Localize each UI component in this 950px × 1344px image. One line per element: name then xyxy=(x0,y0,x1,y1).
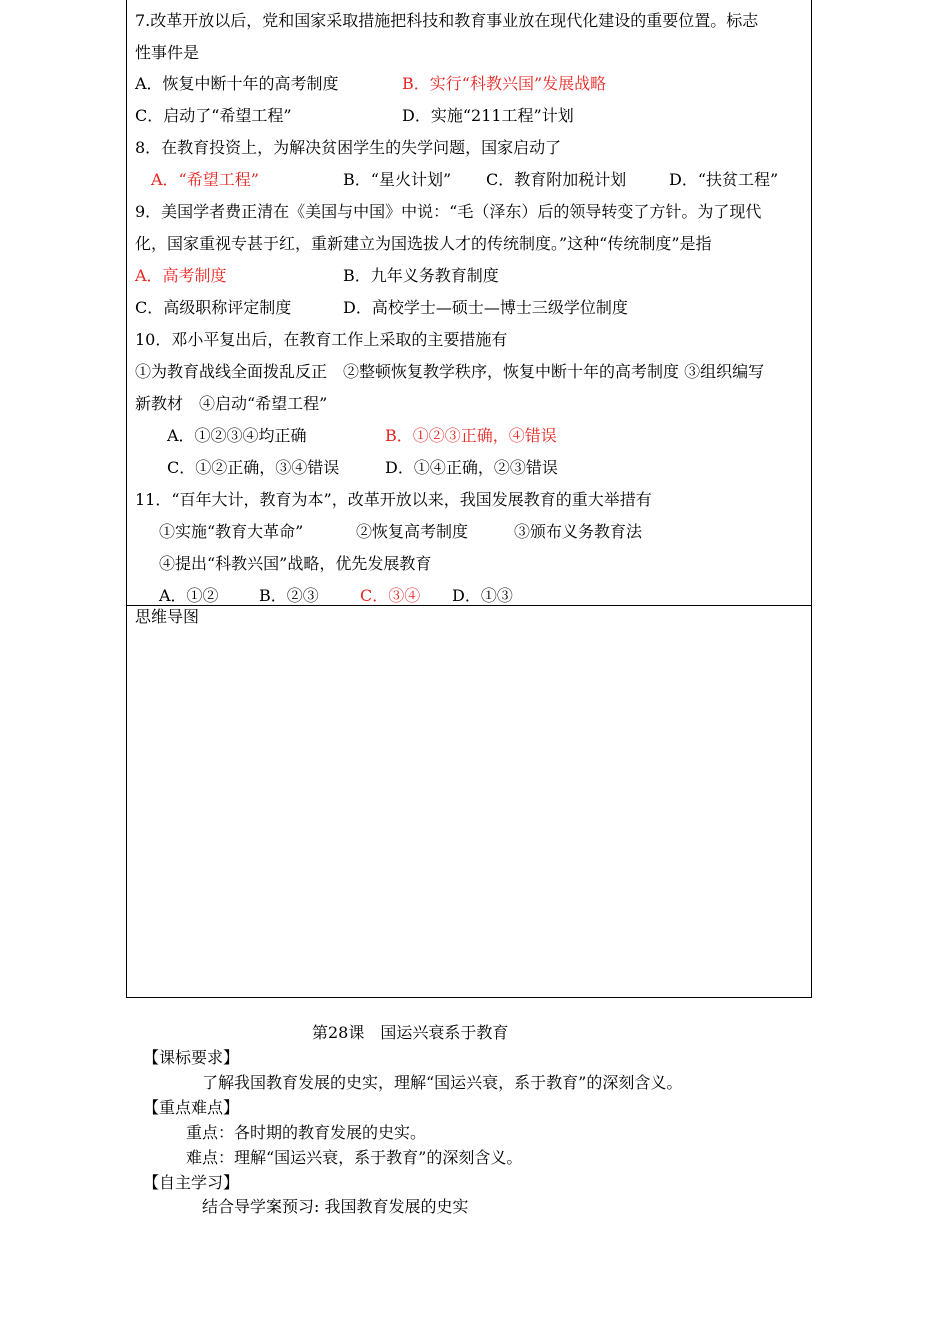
q7-stem-line2: 性事件是 xyxy=(135,43,200,62)
q11-option-a: A．①② xyxy=(159,586,219,605)
q8-option-c: C．教育附加税计划 xyxy=(486,170,627,189)
q9-stem-line2: 化，国家重视专甚于红，重新建立为国选拔人才的传统制度。”这种“传统制度”是指 xyxy=(135,234,712,253)
key-point: 重点：各时期的教育发展的史实。 xyxy=(186,1123,427,1142)
q7-option-a: A．恢复中断十年的高考制度 xyxy=(135,74,339,93)
q10-stem: 10．邓小平复出后，在教育工作上采取的主要措施有 xyxy=(135,330,508,349)
self-study-text: 结合导学案预习: 我国教育发展的史实 xyxy=(202,1197,469,1216)
q10-option-b-answer: B．①②③正确，④错误 xyxy=(385,426,557,445)
q9-option-a-answer: A．高考制度 xyxy=(135,266,227,285)
q7-stem-line1: 7.改革开放以后，党和国家采取措施把科技和教育事业放在现代化建设的重要位置。标志 xyxy=(135,11,759,30)
q7-option-b-answer: B．实行“科教兴国”发展战略 xyxy=(402,74,607,93)
q11-item-3: ③颁布义务教育法 xyxy=(514,522,643,541)
q11-option-b: B．②③ xyxy=(259,586,319,605)
key-difficult-heading: 【重点难点】 xyxy=(143,1098,240,1117)
difficult-point: 难点：理解“国运兴衰，系于教育”的深刻含义。 xyxy=(186,1148,523,1167)
standard-text: 了解我国教育发展的史实，理解“国运兴衰，系于教育”的深刻含义。 xyxy=(202,1073,683,1092)
mind-map-label: 思维导图 xyxy=(135,607,200,626)
q11-item-4: ④提出“科教兴国”战略，优先发展教育 xyxy=(159,554,432,573)
q9-option-c: C．高级职称评定制度 xyxy=(135,298,292,317)
q9-stem-line1: 9．美国学者费正清在《美国与中国》中说：“毛（泽东）后的领导转变了方针。为了现代 xyxy=(135,202,762,221)
q10-option-a: A．①②③④均正确 xyxy=(167,426,307,445)
lesson-title: 第28课 国运兴衰系于教育 xyxy=(312,1023,509,1042)
q11-item-1: ①实施“教育大革命” xyxy=(159,522,304,541)
q8-stem: 8．在教育投资上，为解决贫困学生的失学问题，国家启动了 xyxy=(135,138,562,157)
q8-option-a-answer: A．“希望工程” xyxy=(151,170,259,189)
q7-option-c: C．启动了“希望工程” xyxy=(135,106,292,125)
q7-option-d: D．实施“211工程”计划 xyxy=(402,106,574,125)
self-study-heading: 【自主学习】 xyxy=(143,1173,240,1192)
q9-option-b: B．九年义务教育制度 xyxy=(343,266,499,285)
q11-option-d: D．①③ xyxy=(452,586,513,605)
q9-option-d: D．高校学士—硕士—博士三级学位制度 xyxy=(343,298,628,317)
q11-item-2: ②恢复高考制度 xyxy=(356,522,469,541)
q10-option-c: C．①②正确，③④错误 xyxy=(167,458,340,477)
q8-option-b: B．“星火计划” xyxy=(343,170,452,189)
q10-option-d: D．①④正确，②③错误 xyxy=(385,458,558,477)
q11-option-c-answer: C．③④ xyxy=(360,586,421,605)
q10-items-line1: ①为教育战线全面拨乱反正 ②整顿恢复教学秩序，恢复中断十年的高考制度 ③组织编写 xyxy=(135,362,765,381)
standard-heading: 【课标要求】 xyxy=(143,1048,240,1067)
q10-items-line2: 新教材 ④启动“希望工程” xyxy=(135,394,328,413)
q8-option-d: D．“扶贫工程” xyxy=(669,170,779,189)
q11-stem: 11．“百年大计，教育为本”，改革开放以来，我国发展教育的重大举措有 xyxy=(135,490,652,509)
